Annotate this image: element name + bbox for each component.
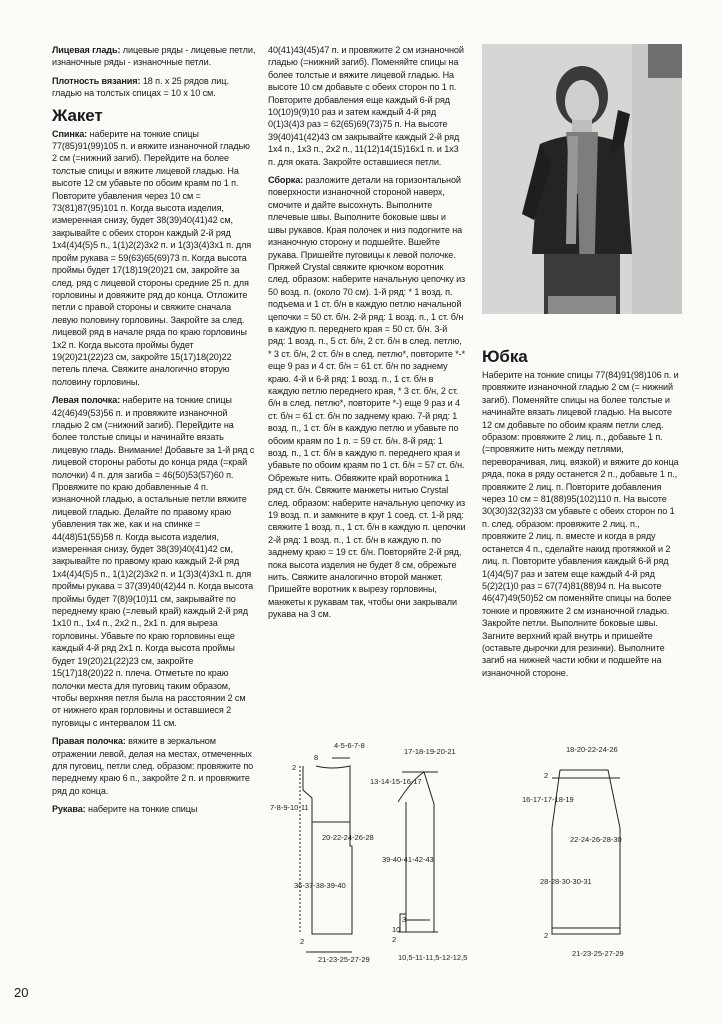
- text-right-front: вяжите в зеркальном отражении левой, делая на местах, отмеченных для пуговиц, петли след. образом: провяжите по переднему краю 6 п., закройте 2 п. и провяжите ряд до конца.: [52, 736, 254, 796]
- label-skirt-top: 18-20-22-24-26: [566, 745, 618, 754]
- text-assembly: разложите детали на горизонтальной поверхности изнаночной стороной наверх, смочите и дайте высохнуть. Выполните плечевые швы. Выполните боковые швы и швы рукавов. Края полочек и низ подогните на изнаночную сторону и подшейте. Вшейте рукава. Пришейте пуговицы к левой полочке. Пряжей Crystal свяжите крючком воротник след. образом: наберите начальную цепочку из 50 возд. п. (около 70 см). 1-й ряд: * 1 возд. п. подъема и 1 ст. б/н в каждую петлю начальной цепочки = 50 ст. б/н. 2-й ряд: 1 возд. п., 1 ст. б/н в каждую п. переднего края = 50 ст. б/н. 3-й ряд: 1 возд. п., 5 ст. б/н, 2 ст. б/н в след. петлю, * 3 ст. б/н, 2 ст. б/н в след. петлю*, повторите *-* еще 9 раз и 4 ст. б/н = 61 ст. б/н по заднему краю. 4-й и 6-й ряд: 1 возд. п., 1 ст. б/н в каждую петлю переднего края, * 3 ст. б/н, 2 ст. б/н в след. петлю*, повторите *-) еще 9 раз и 4 ст. б/н = 61 ст. б/н по заднему краю. 7-й ряд: 1 возд. п., 1 ст. б/н в каждую петлю и убавьте по обоим краям по 1 п. = 59 ст. б/н. 8-й ряд: 1 возд. п., 1 ст. б/н в каждую п. переднего края и убавьте по обоим краям по 1 ст. б/н = 57 ст. б/н. Обрежьте нить. Обвяжите край воротника 1 ряд ст. б/н. Свяжите манжеты нитью Crystal след. образом: наберите начальную цепочку из 19 возд. п. и замкните в круг 1 соед. ст. 1-й ряд: свяжите 1 возд. п., 1 ст. б/н в каждую п. цепочки 2-й ряд: 1 возд. п., 1 ст. б/н в каждую п. по заднему краю = 19 ст. б/н. Повторяйте 2-й ряд, пока высота изделия не будет 8 см, обрежьте нить. Свяжите аналогично второй манжет. Пришейте воротник к вырезу горловины, манжеты к рукавам так, чтобы они закрывали рукава на 3 см.: [268, 175, 466, 620]
- pattern-diagram-sleeve: [368, 742, 468, 970]
- page-number: 20: [14, 985, 29, 1000]
- label-skirt-length: 28-28-30-30-31: [540, 877, 592, 886]
- label-neck: 8: [314, 753, 319, 762]
- label-length: 36-37-38-39-40: [294, 881, 346, 890]
- label-skirt-width: 22-24-26-28-30: [570, 835, 622, 844]
- label-right-front: Правая полочка:: [52, 736, 126, 747]
- label-hem: 2: [300, 937, 305, 946]
- label-cuff-3: 3: [402, 915, 407, 924]
- paragraph-assembly: [268, 174, 466, 621]
- label-skirt-waistband: 2: [544, 771, 549, 780]
- text-gauge: 18 п. х 25 рядов лиц. гладью на толстых спицах = 10 х 10 см.: [52, 75, 229, 99]
- label-sleeve-top: 17-18-19-20-21: [404, 747, 456, 756]
- label-armhole: 7-8-9-10-11: [270, 803, 309, 812]
- paragraph-stockinette: [52, 44, 256, 69]
- label-cuff-2: 2: [392, 935, 397, 944]
- pattern-diagram-skirt: [522, 738, 632, 970]
- text-stockinette: лицевые ряды - лицевые петли, изнаночные ряды - изнаночные петли.: [52, 45, 256, 68]
- paragraph-skirt: Наберите на тонкие спицы 77(84)91(98)106 п. и провяжите изнаночной гладью 2 см (= нижний загиб). Поменяйте спицы на более толстые и начинайте вязать лицевой гладью. На высоте 12 см добавьте по обоим краям петли след. образом: провяжите 2 лиц. п., добавьте 1 п. (=провяжите нить между петлями, переворачивая, лиц. вязкой) и вяжите до конца ряда, пока в ряду останется 2 п., добавьте 1 п., провяжите 2 лиц. п. Повторите добавления через 10 см = 81(88)95(102)110 п. На высоте 30(30)32(32)33 см убавьте с обеих сторон по 1 п. след. образом: провяжите 2 лиц. п., провяжите 2 лиц. п. вместе и когда в ряду останется 4 п., сделайте накид протяжкой и 2 лиц. п. Повторите убавления каждый 6-й ряд 1(4)4(5)7 раз и затем еще каждый 4-й ряд 5(2)2(1)0 раз = 67(74)81(88)94 п. На высоте 46(47)49(50)52 см поменяйте спицы на более тонкие и провяжите 2 см изнаночной гладью. Закройте петли. Выполните боковые швы. Загните верхний край внутрь и пришейте (оставьте дырочки для резинки). Выполните загиб на нижней части юбки и подшейте на изнаночной стороне.: [482, 370, 679, 678]
- label-bottom-width: 21-23-25-27-29: [318, 955, 370, 964]
- heading-skirt: Юбка: [482, 347, 528, 366]
- paragraph-back: [52, 128, 256, 389]
- label-sleeve-cap: 13-14-15-16-17: [370, 777, 422, 786]
- label-skirt-bottom: 21-23-25-27-29: [572, 949, 624, 958]
- label-stockinette: Лицевая гладь:: [52, 45, 121, 55]
- label-back: Спинка:: [52, 128, 88, 139]
- label-gauge: Плотность вязания:: [52, 75, 141, 86]
- text-column-3: [482, 347, 682, 685]
- label-skirt-hip-height: 16-17-17-18-19: [522, 795, 574, 804]
- label-left-front: Левая полочка:: [52, 395, 121, 406]
- heading-jacket: Жакет: [52, 105, 103, 125]
- label-sleeve-bottom: 10,5-11-11,5-12-12,5: [398, 953, 468, 962]
- paragraph-right-front: [52, 735, 256, 797]
- paragraph-left-front: [52, 394, 256, 729]
- label-assembly: Сборка:: [268, 175, 304, 186]
- model-photo-illustration: [482, 44, 682, 314]
- label-cuff-10: 10: [392, 925, 401, 934]
- label-top-left: 2: [292, 763, 297, 772]
- text-sleeve: наберите на тонкие спицы: [85, 804, 198, 815]
- paragraph-sleeve: [52, 803, 256, 815]
- paragraph-sleeve-continued: 40(41)43(45)47 п. и провяжите 2 см изнаночной гладью (=нижний загиб). Поменяйте спицы на более толстые и вяжите лицевой гладью. На высоте 10 см добавьте с обеих сторон по 1 п. Повторите добавления еще каждый 6-й ряд 10(10)9(9)10 раз и затем каждый 4-й ряд 0(1)3(4)3 раз = 62(65)69(73)75 п. На высоте 39(40)41(42)43 см закрывайте каждый 2-й ряд 1х4 п., 1х3 п., 2х2 п., 11(12)14(15)16х1 п. и 1х3 п. для оката. Закройте оставшиеся петли.: [268, 45, 464, 167]
- text-column-1: [52, 44, 256, 822]
- text-back: наберите на тонкие спицы 77(85)91(99)105 п. и вяжите изнаночной гладью 2 см (=нижний загиб). Перейдите на более толстые спицы и вяжите лицевой гладью. На высоте 12 см убавьте по обоим краям по 1 п. Повторите убавления через 10 см = 73(81)87(95)101 п. Когда высота изделия, измеренная снизу, будет 38(39)40(41)42 см, закрывайте с обеих сторон каждый 2-й ряд 1х4(4)4(5)5 п., 1(1)2(2)3х2 п. и 1(3)3(4)3х1 п. для пройм рукава = 59(63)65(69)73 п. Когда высота проймы будет 17(18)19(20)21 см, закройте за след. ряд с лицевой стороны средние 25 п. для горловины и довяжите ряд до конца. Отложите петли с правой стороны и свяжите сначала левую половину горловины. Закройте за след. лицевой ряд в начале ряда по краю горловины 1х2 п. Когда высота проймы будет 19(20)21(22)23 см, закройте 15(17)18(20)22 петель плеча. Свяжите аналогично вторую половину горловины.: [52, 128, 252, 387]
- model-photo: [482, 44, 682, 314]
- label-shoulder: 4-5-6-7-8: [334, 741, 365, 750]
- label-sleeve-length: 39-40-41-42-43: [382, 855, 434, 864]
- label-sleeve: Рукава:: [52, 804, 86, 815]
- text-left-front: наберите на тонкие спицы 42(46)49(53)56 п. и провяжите изнаночной гладью 2 см (=нижний загиб). Перейдите на более толстые спицы и начинайте вязать лицевую гладь. Внимание! Добавьте за 1-й ряд с лицевой стороны работы до конца ряда (=край полочки) 4 п. для загиба = 46(50)53(57)60 п. Провяжите по краю добавленные 4 п. изнаночной гладью, а остальные петли вяжите лицевой гладью. Делайте по правому краю убавления так же, как и на спинке = 44(48)51(55)58 п. Когда высота изделия, измеренная снизу, будет 38(39)40(41)42 см, закрывайте по правому краю каждый 2-й ряд 1х4(4)4(5)5 п., 1(1)2(2)3х2 п. и 1(3)3(4)3х1 п. для проймы рукава = 37(39)40(42)44 п. Когда высота проймы будет 7(8)9(10)11 см, закрывайте по переднему краю (=левый край) каждый 2-й ряд 1х10 п., 1х4 п., 2х2 п., 2х1 п. для выреза горловины. Убавьте по краю горловины еще каждый 4-й ряд 2х1 п. Когда высота проймы будет 19(20)21(22)23 см, закройте 15(17)18(20)22 п. плеча. Отметьте по краю полочки места для пуговиц таким образом, чтобы верхняя петля была на расстоянии 2 см от нижнего края горловины и оставшиеся 2 пуговицы с интервалом 11 см.: [52, 395, 255, 728]
- paragraph-gauge: [52, 75, 256, 100]
- photo-corner-mark: [648, 44, 682, 78]
- label-skirt-hem: 2: [544, 931, 549, 940]
- pattern-diagram-back: [270, 738, 380, 970]
- label-width-mid: 20-22-24-26-28: [322, 833, 374, 842]
- text-column-2: [268, 44, 466, 627]
